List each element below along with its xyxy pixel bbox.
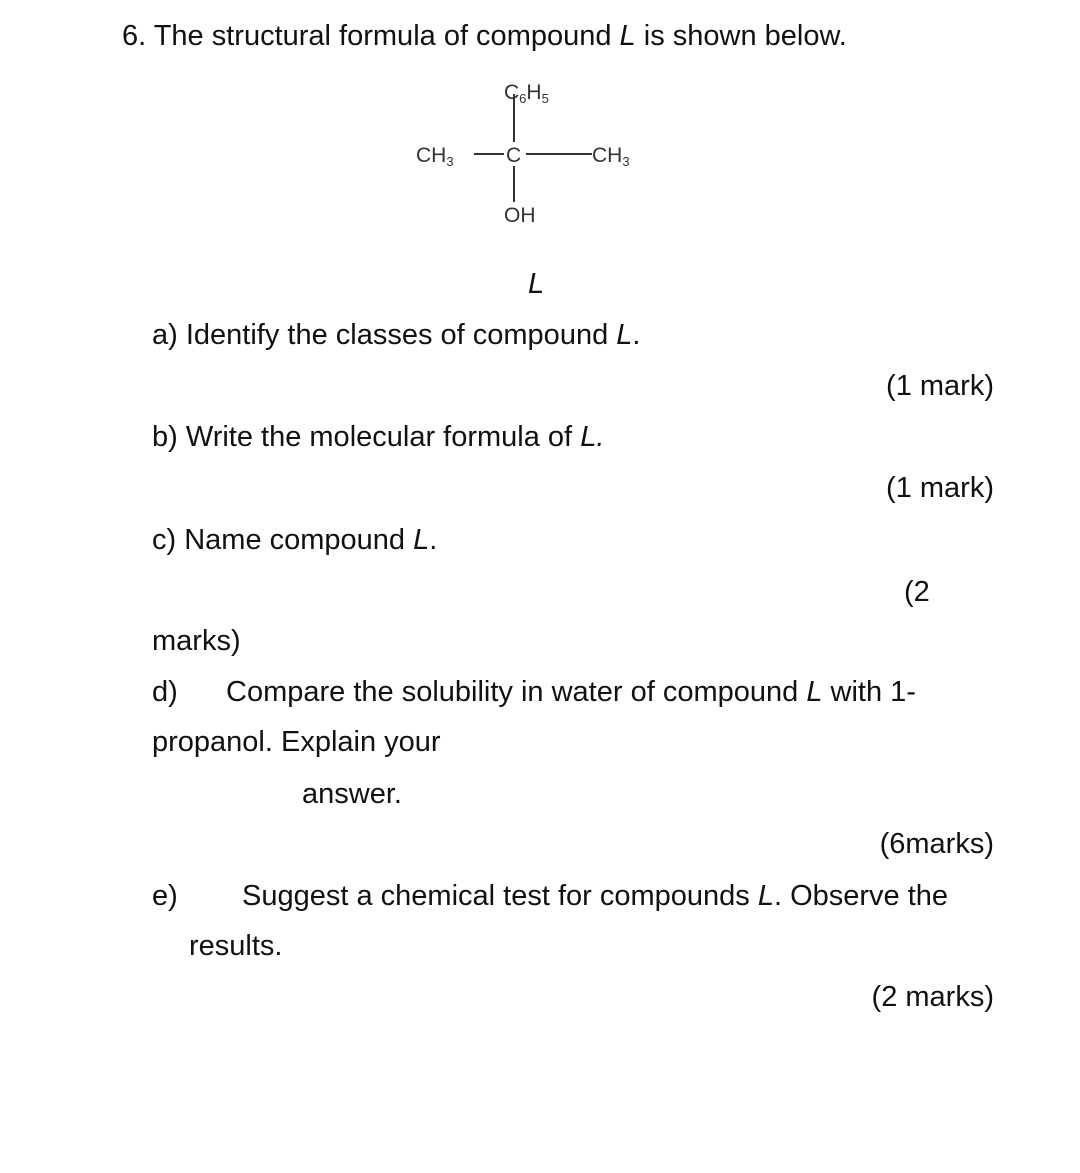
part-e-line1-var: L — [757, 880, 774, 912]
part-d-line1-prefix: Compare the solubility in water of compound — [226, 676, 807, 708]
part-c-marks-line2: marks) — [152, 625, 241, 657]
right-group: CH3 — [592, 144, 630, 169]
part-c-marks-line1: (2 — [904, 576, 930, 608]
part-a-prefix: a) Identify the classes of compound — [152, 319, 617, 351]
title-text: 6. The structural formula of compound — [122, 20, 620, 52]
part-d-marks: (6marks) — [879, 828, 994, 860]
part-d-line1-var: L — [806, 676, 823, 708]
part-e-label: e) — [152, 880, 178, 912]
part-d-line2: propanol. Explain your — [152, 726, 441, 758]
left-group: CH3 — [416, 144, 454, 169]
part-a-var: L — [616, 319, 633, 351]
title-variable: L — [619, 20, 636, 52]
part-e-line2: results. — [189, 930, 283, 962]
title-text-end: is shown below. — [635, 20, 847, 52]
question-title — [122, 19, 847, 53]
part-d-label: d) — [152, 676, 178, 708]
part-b-var: L. — [580, 421, 605, 453]
part-c-var: L — [413, 524, 430, 556]
center-atom: C — [506, 144, 522, 167]
part-b-marks: (1 mark) — [886, 472, 994, 504]
part-e-line1-prefix: Suggest a chemical test for compounds — [242, 880, 758, 912]
part-c-text — [152, 523, 437, 557]
top-group: C6H5 — [504, 81, 549, 106]
part-e-line1 — [242, 879, 948, 913]
part-e-line1-suffix: . Observe the — [773, 880, 949, 912]
part-d-line1-suffix: with 1- — [822, 676, 916, 708]
part-c-suffix: . — [429, 524, 438, 556]
part-a-marks: (1 mark) — [886, 370, 994, 402]
part-c-prefix: c) Name compound — [152, 524, 414, 556]
bottom-group: OH — [504, 204, 536, 227]
part-a-text — [152, 318, 640, 352]
part-b-prefix: b) Write the molecular formula of — [152, 421, 581, 453]
part-e-marks: (2 marks) — [871, 981, 994, 1013]
part-b-text — [152, 420, 604, 454]
compound-label: L — [528, 268, 545, 300]
part-d-line3: answer. — [302, 778, 402, 810]
part-a-suffix: . — [632, 319, 641, 351]
structural-formula — [400, 70, 680, 240]
part-d-line1 — [226, 675, 916, 709]
